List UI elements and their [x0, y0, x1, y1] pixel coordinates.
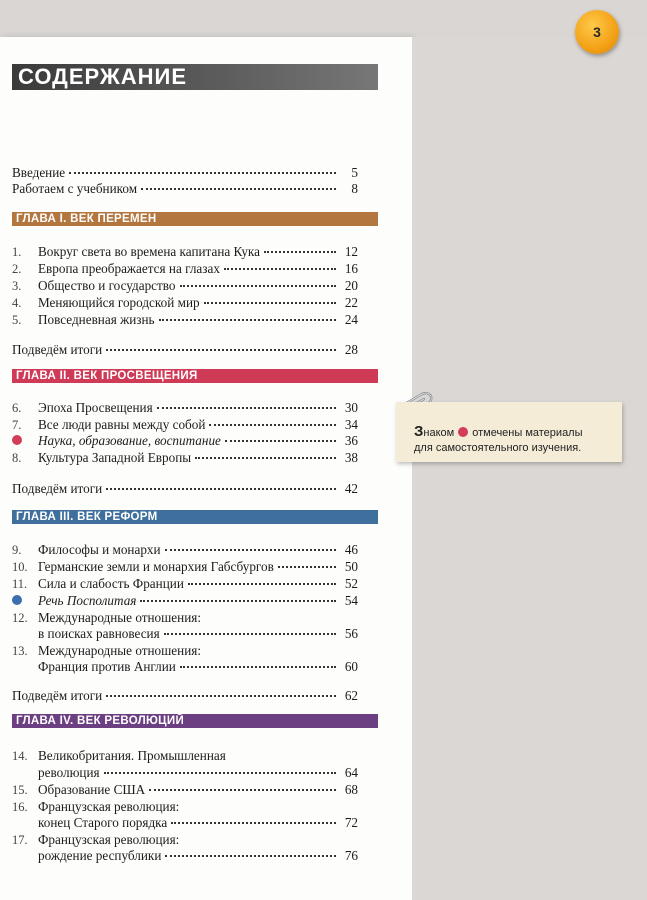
item-title: Меняющийся городской мир: [38, 295, 200, 310]
item-title: Подведём итоги: [12, 688, 103, 703]
item-title: Работаем с учебником: [12, 181, 138, 196]
facing-page-background: [412, 37, 647, 900]
page-number: 22: [344, 295, 358, 310]
item-title: Вокруг света во времена капитана Кука: [38, 244, 260, 259]
dot-leader: [225, 440, 336, 442]
item-number: 8.: [12, 451, 22, 465]
chapter-heading: ГЛАВА II. ВЕК ПРОСВЕЩЕНИЯ: [12, 369, 378, 383]
item-title-line2: в поисках равновесия: [38, 626, 160, 641]
chapter-item: [12, 542, 358, 558]
page-number: 68: [344, 782, 358, 797]
item-number: 14.: [12, 749, 28, 763]
item-title: Введение: [12, 165, 66, 180]
page-number: 54: [344, 593, 358, 608]
chapter-item: [12, 295, 358, 311]
bullet-dot-icon: [12, 435, 22, 445]
page-number: 60: [344, 659, 358, 674]
page-number: 56: [344, 626, 358, 641]
page-number: 16: [344, 261, 358, 276]
item-title: Общество и государство: [38, 278, 176, 293]
dot-leader: [140, 600, 336, 602]
bullet-marker: [12, 594, 38, 606]
item-number: 11.: [12, 577, 28, 591]
item-number: 17.: [12, 833, 28, 847]
bullet-dot-icon: [12, 595, 22, 605]
dot-leader: [106, 488, 336, 490]
intro-row: [12, 165, 358, 181]
page-number: 12: [344, 244, 358, 259]
chapter-item-continuation: [12, 659, 358, 675]
item-title: Международные отношения:: [38, 610, 202, 625]
chapter-item: [12, 832, 358, 848]
dot-leader: [157, 407, 336, 409]
dot-leader: [159, 319, 336, 321]
dot-leader: [171, 822, 336, 824]
item-title: Наука, образование, воспитание: [38, 433, 221, 448]
chapter-item: [12, 643, 358, 659]
dot-leader: [188, 583, 336, 585]
page-number: 28: [344, 342, 358, 357]
item-title: Великобритания. Промышленная: [38, 748, 226, 763]
page-number: 52: [344, 576, 358, 591]
dot-leader: [209, 424, 336, 426]
chapter-item: [12, 593, 358, 609]
item-number: 16.: [12, 800, 28, 814]
dot-leader: [264, 251, 336, 253]
item-number: 1.: [12, 245, 22, 259]
item-title: Германские земли и монархия Габсбургов: [38, 559, 274, 574]
summary-row: [12, 481, 358, 497]
chapter-heading: ГЛАВА IV. ВЕК РЕВОЛЮЦИЙ: [12, 714, 378, 728]
summary-row: [12, 342, 358, 358]
chapter-item-continuation: [12, 765, 358, 781]
bullet-marker: [12, 434, 38, 446]
item-title-line2: революция: [38, 765, 100, 780]
item-number: 7.: [12, 418, 22, 432]
chapter-item-continuation: [12, 626, 358, 642]
item-title: Речь Посполитая: [38, 593, 137, 608]
item-title-line2: конец Старого порядка: [38, 815, 168, 830]
item-title: Повседневная жизнь: [38, 312, 155, 327]
dot-leader: [69, 172, 336, 174]
item-number: 3.: [12, 279, 22, 293]
dot-leader: [180, 666, 336, 668]
chapter-item-continuation: [12, 848, 358, 864]
page-number: 34: [344, 417, 358, 432]
chapter-item: [12, 400, 358, 416]
chapter-item: [12, 782, 358, 798]
page-number: 46: [344, 542, 358, 557]
item-number: 12.: [12, 611, 28, 625]
page-number: 62: [344, 688, 358, 703]
page-number: 42: [344, 481, 358, 496]
chapter-item: [12, 799, 358, 815]
note-line2: для самостоятельного изучения.: [414, 442, 582, 454]
chapter-item: [12, 559, 358, 575]
page-number: 50: [344, 559, 358, 574]
item-number: 13.: [12, 644, 28, 658]
dot-leader: [165, 549, 336, 551]
dot-leader: [149, 789, 336, 791]
item-number: 4.: [12, 296, 22, 310]
chapter-item: [12, 433, 358, 449]
page-number: 38: [344, 450, 358, 465]
chapter-item-continuation: [12, 815, 358, 831]
pink-bullet-icon: [458, 427, 468, 437]
item-number: 6.: [12, 401, 22, 415]
item-title: Все люди равны между собой: [38, 417, 206, 432]
chapter-heading: ГЛАВА I. ВЕК ПЕРЕМЕН: [12, 212, 378, 226]
chapter-item: [12, 417, 358, 433]
chapter-item: [12, 576, 358, 592]
legend-note-card: [396, 402, 622, 462]
chapter-item: [12, 312, 358, 328]
page-number: 20: [344, 278, 358, 293]
page-number: 30: [344, 400, 358, 415]
item-title: Философы и монархи: [38, 542, 161, 557]
note-text-after: отмечены материалы: [472, 427, 583, 439]
dot-leader: [164, 633, 336, 635]
item-title-line2: Франция против Англии: [38, 659, 176, 674]
chapter-item: [12, 450, 358, 466]
chapter-item: [12, 261, 358, 277]
chapter-item: [12, 748, 358, 764]
item-number: 2.: [12, 262, 22, 276]
item-number: 15.: [12, 783, 28, 797]
dot-leader: [106, 349, 336, 351]
page-number: 72: [344, 815, 358, 830]
item-title: Международные отношения:: [38, 643, 202, 658]
dot-leader: [141, 188, 336, 190]
dot-leader: [204, 302, 336, 304]
item-title: Образование США: [38, 782, 146, 797]
page-number-badge: 3: [575, 10, 619, 54]
dot-leader: [195, 457, 336, 459]
item-title: Европа преображается на глазах: [38, 261, 220, 276]
page-number: 24: [344, 312, 358, 327]
page-number: 8: [351, 181, 358, 196]
chapter-item: [12, 244, 358, 260]
item-title: Французская революция:: [38, 832, 180, 847]
item-title: Сила и слабость Франции: [38, 576, 184, 591]
note-first-letter: З: [414, 423, 424, 440]
intro-row: [12, 181, 358, 197]
item-title: Культура Западной Европы: [38, 450, 192, 465]
item-title: Подведём итоги: [12, 481, 103, 496]
dot-leader: [224, 268, 336, 270]
chapter-heading: ГЛАВА III. ВЕК РЕФОРМ: [12, 510, 378, 524]
page-number: 64: [344, 765, 358, 780]
page-number: 76: [344, 848, 358, 863]
summary-row: [12, 688, 358, 704]
chapter-item: [12, 278, 358, 294]
note-word-rest: наком: [423, 427, 455, 439]
dot-leader: [180, 285, 336, 287]
dot-leader: [104, 772, 336, 774]
page-number: 36: [344, 433, 358, 448]
item-number: 5.: [12, 313, 22, 327]
dot-leader: [165, 855, 336, 857]
page-number: 5: [351, 165, 358, 180]
item-number: 9.: [12, 543, 22, 557]
item-title: Эпоха Просвещения: [38, 400, 153, 415]
page-title: СОДЕРЖАНИЕ: [12, 64, 378, 90]
dot-leader: [278, 566, 336, 568]
item-title-line2: рождение республики: [38, 848, 162, 863]
chapter-item: [12, 610, 358, 626]
item-title: Французская революция:: [38, 799, 180, 814]
item-number: 10.: [12, 560, 28, 574]
item-title: Подведём итоги: [12, 342, 103, 357]
dot-leader: [106, 695, 336, 697]
